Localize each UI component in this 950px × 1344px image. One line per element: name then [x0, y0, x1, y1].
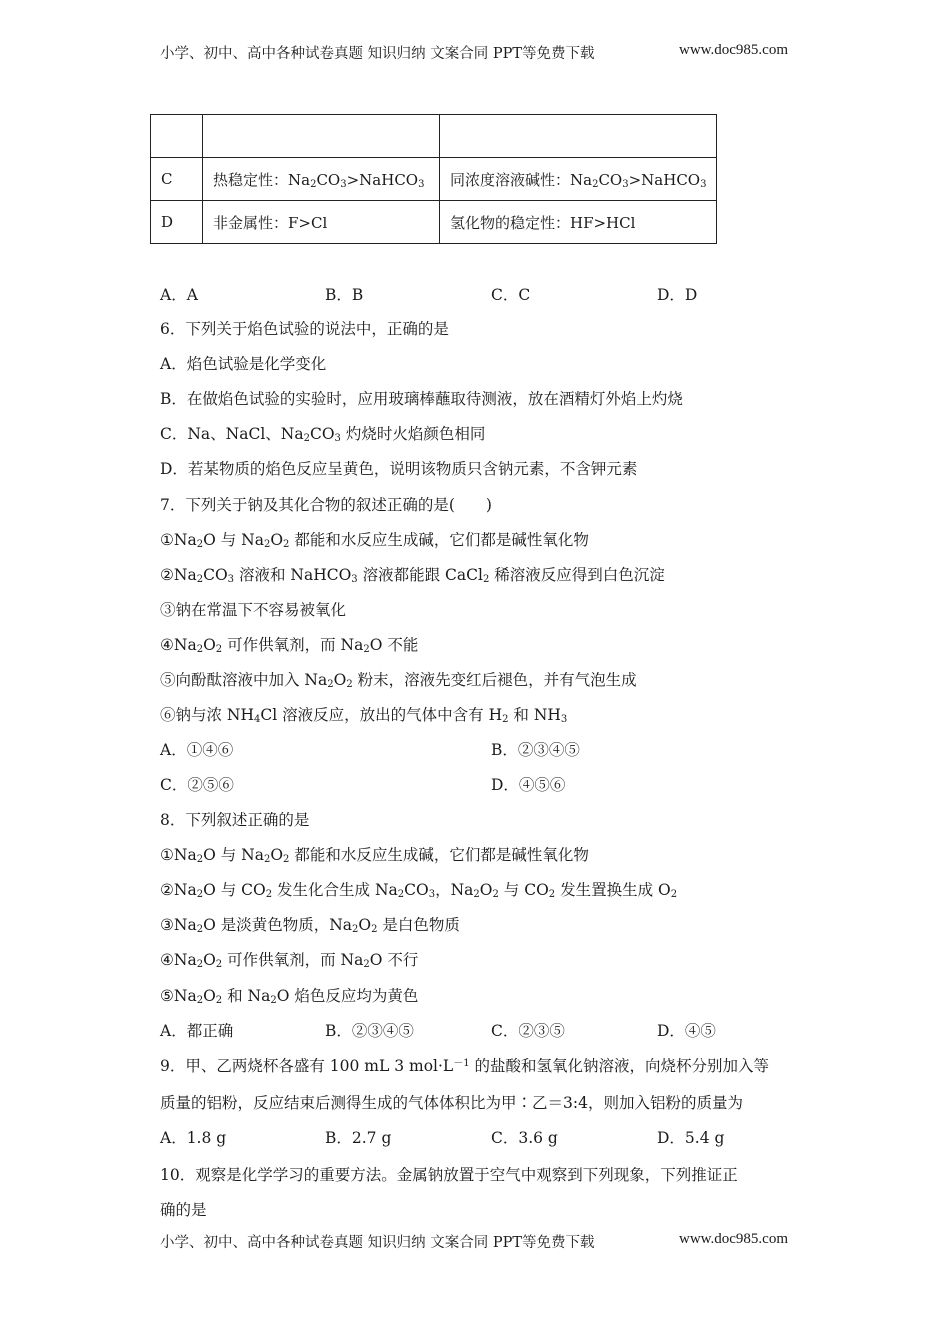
q7-item: ⑥钠与浓 $NH_4Cl$ 溶液反应，放出的气体中含有 $H_2$ 和 $NH_3$ [160, 706, 568, 725]
comparison-table [150, 114, 717, 244]
q8-item: $②Na_2O$ 与 $CO_2$ 发生化合生成 $Na_2CO_3$，$Na_2O_2$ 与 $CO_2$ 发生置换生成 $O_2$ [160, 881, 678, 900]
option-b[interactable]: B．②③④⑤ [325, 1022, 414, 1040]
row-label: C [151, 158, 203, 201]
q10-stem-line2: 确的是 [160, 1201, 207, 1219]
option-a[interactable]: A．①④⑥ [160, 741, 234, 759]
option-b[interactable]: B．B [325, 286, 364, 304]
q8-stem: 8．下列叙述正确的是 [160, 811, 310, 829]
footer-site: www.doc985.com [678, 1231, 788, 1247]
q7-item: ⑤向酚酞溶液中加入 $Na_2O_2$ 粉末，溶液先变红后褪色，并有气泡生成 [160, 671, 637, 690]
q9-options [160, 1126, 760, 1150]
table-row-blank [151, 115, 717, 158]
q5-options [160, 283, 760, 307]
q7-options-row2 [160, 773, 760, 797]
q6-option-c[interactable]: C．Na、NaCl、$Na_2CO_3$ 灼烧时火焰颜色相同 [160, 425, 486, 444]
row-label: D [151, 201, 203, 244]
option-c[interactable]: C．3.6 g [491, 1129, 558, 1147]
option-b[interactable]: B．2.7 g [325, 1129, 392, 1147]
row-left-cell: 热稳定性：$Na_2CO_3>NaHCO_3$ [203, 158, 440, 201]
q6-stem: 6．下列关于焰色试验的说法中，正确的是 [160, 320, 449, 338]
header-text: 小学、初中、高中各种试卷真题 知识归纳 文案合同 PPT等免费下载 [160, 46, 595, 62]
q8-item: $⑤Na_2O_2$ 和 $Na_2O$ 焰色反应均为黄色 [160, 987, 419, 1006]
table-row [151, 201, 717, 244]
option-d[interactable]: D．D [657, 286, 698, 304]
footer-text: 小学、初中、高中各种试卷真题 知识归纳 文案合同 PPT等免费下载 [160, 1235, 595, 1251]
page-header [160, 42, 788, 63]
option-b[interactable]: B．②③④⑤ [491, 741, 580, 759]
q6-option-b[interactable]: B．在做焰色试验的实验时，应用玻璃棒蘸取待测液，放在酒精灯外焰上灼烧 [160, 390, 683, 408]
q6-option-d[interactable]: D．若某物质的焰色反应呈黄色，说明该物质只含钠元素，不含钾元素 [160, 460, 638, 478]
header-site: www.doc985.com [678, 42, 788, 58]
row-left-cell: 非金属性：F>Cl [203, 201, 440, 244]
q9-stem-line2: 质量的铝粉，反应结束后测得生成的气体体积比为甲∶乙＝3:4，则加入铝粉的质量为 [160, 1094, 743, 1112]
q9-stem-line1: 9．甲、乙两烧杯各盛有 100 mL 3 $mol\cdot L^{-1}$ 的盐酸和氢氧化钠溶液，向烧杯分别加入等 [160, 1057, 770, 1075]
q8-item: $④Na_2O_2$ 可作供氧剂，而 $Na_2O$ 不行 [160, 951, 419, 970]
option-c[interactable]: C．②⑤⑥ [160, 776, 234, 794]
table-row [151, 158, 717, 201]
q6-option-a[interactable]: A．焰色试验是化学变化 [160, 355, 327, 373]
option-a[interactable]: A．都正确 [160, 1022, 234, 1040]
q7-item: $④Na_2O_2$ 可作供氧剂，而 $Na_2O$ 不能 [160, 636, 419, 655]
q7-item: $②Na_2CO_3$ 溶液和 NaHCO$_3$ 溶液都能跟 CaCl$_2$ 稀溶液反应得到白色沉淀 [160, 566, 665, 585]
row-right-cell: 氢化物的稳定性：HF>HCl [440, 201, 717, 244]
option-d[interactable]: D．5.4 g [657, 1129, 725, 1147]
option-c[interactable]: C．②③⑤ [491, 1022, 565, 1040]
option-a[interactable]: A．1.8 g [160, 1129, 227, 1147]
option-c[interactable]: C．C [491, 286, 531, 304]
q10-stem-line1: 10．观察是化学学习的重要方法。金属钠放置于空气中观察到下列现象，下列推证正 [160, 1166, 738, 1184]
page-footer [160, 1231, 788, 1252]
q8-item: $③Na_2O$ 是淡黄色物质，$Na_2O_2$ 是白色物质 [160, 916, 460, 935]
option-d[interactable]: D．④⑤ [657, 1022, 716, 1040]
q7-options-row1 [160, 738, 760, 762]
option-d[interactable]: D．④⑤⑥ [491, 776, 566, 794]
q8-options [160, 1019, 760, 1043]
option-a[interactable]: A．A [160, 286, 198, 304]
row-right-cell: 同浓度溶液碱性：$Na_2CO_3>NaHCO_3$ [440, 158, 717, 201]
q7-item: ③钠在常温下不容易被氧化 [160, 601, 347, 619]
q8-item: $①Na_2O$ 与 $Na_2O_2$ 都能和水反应生成碱，它们都是碱性氧化物 [160, 846, 589, 865]
q7-item: $①Na_2O$ 与 $Na_2O_2$ 都能和水反应生成碱，它们都是碱性氧化物 [160, 531, 589, 550]
q7-stem: 7．下列关于钠及其化合物的叙述正确的是( ) [160, 496, 492, 514]
